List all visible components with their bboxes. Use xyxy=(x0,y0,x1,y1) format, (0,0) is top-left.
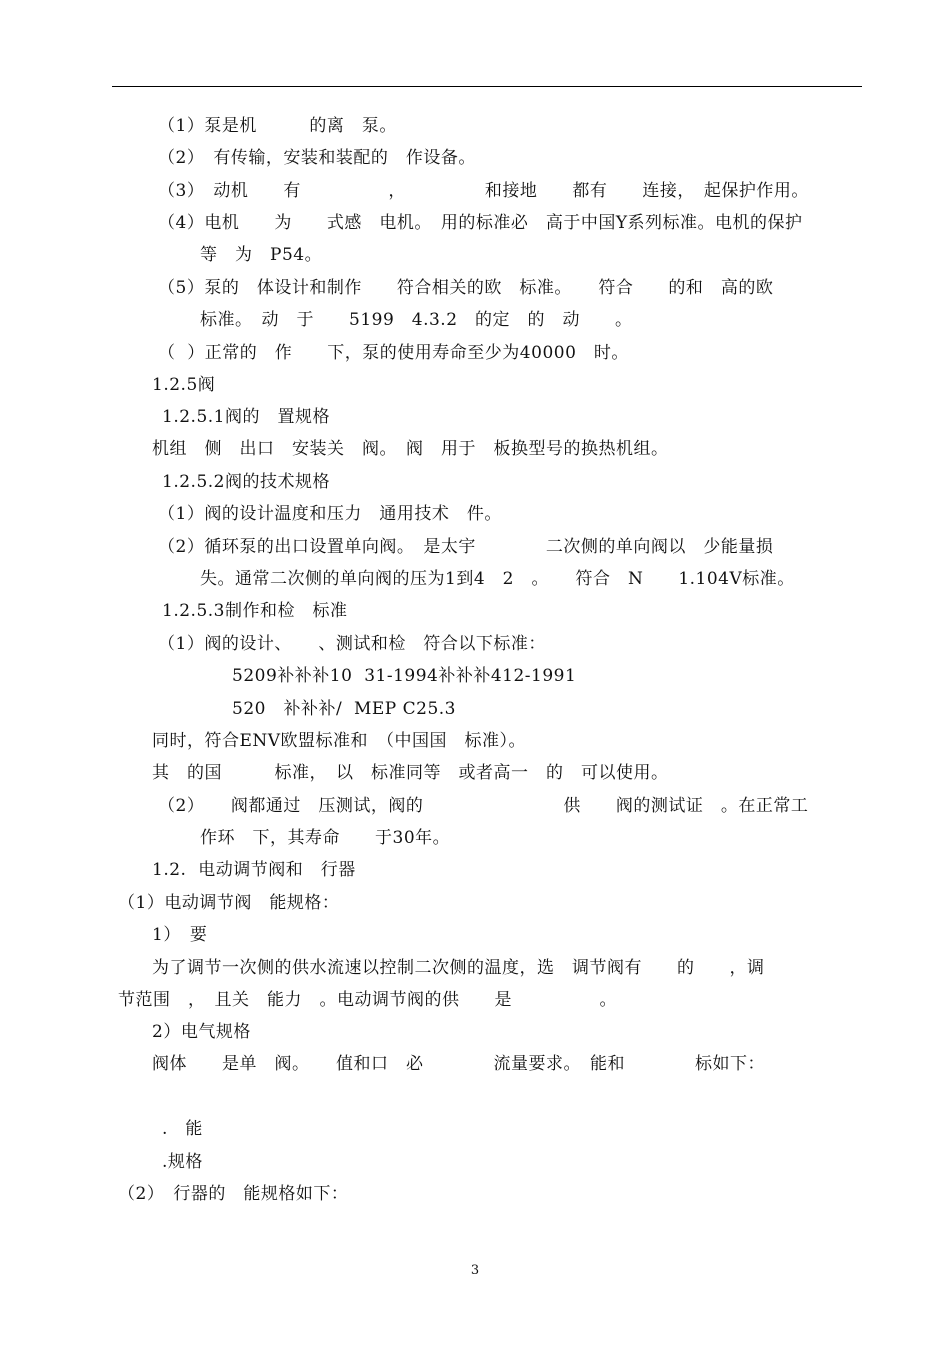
page-number: 3 xyxy=(470,1263,480,1278)
text-line: （5）泵的 体设计和制作 符合相关的欧 标准。 符合 的和 高的欧 xyxy=(158,278,774,298)
text-line: （4）电机 为 式感 电机。 用的标准必 高于中国Y系列标准。电机的保护 xyxy=(158,213,803,233)
section-heading: 1.2.5阀 xyxy=(152,375,216,395)
text-line: 作环 下，其寿命 于30年。 xyxy=(200,828,451,848)
text-line: （2） 阀都通过 压测试，阀的 供 阀的测试证 。在正常工 xyxy=(158,796,809,816)
text-line: （1）阀的设计、 、测试和检 符合以下标准： xyxy=(158,634,546,654)
text-line: 为了调节一次侧的供水流速以控制二次侧的温度，选 调节阀有 的 ，调 xyxy=(152,958,765,978)
text-line: （3） 动机 有 ， 和接地 都有 连接， 起保护作用。 xyxy=(158,181,809,201)
text-line: （1）阀的设计温度和压力 通用技术 件。 xyxy=(158,504,502,524)
standard-line: 520 补补补/ MEP C25.3 xyxy=(232,699,457,719)
section-heading: 1.2.5.2阀的技术规格 xyxy=(162,472,330,492)
text-line: 其 的国 标准， 以 标准同等 或者高一 的 可以使用。 xyxy=(152,763,669,783)
text-line: 等 为 P54。 xyxy=(200,245,323,265)
text-line: （1）泵是机 的离 泵。 xyxy=(158,116,397,136)
text-line: 同时，符合ENV欧盟标准和 （中国国 标准）。 xyxy=(152,731,527,751)
text-line: （2） 行器的 能规格如下： xyxy=(118,1184,349,1204)
text-line: 2）电气规格 xyxy=(152,1022,251,1042)
text-line: （1）电动调节阀 能规格： xyxy=(118,893,340,913)
text-line: 机组 侧 出口 安装关 阀。 阀 用于 板换型号的换热机组。 xyxy=(152,439,669,459)
text-line: 失。通常二次侧的单向阀的压为1到4 2 。 符合 N 1.104V标准。 xyxy=(200,569,795,589)
text-line: （2） 有传输，安装和装配的 作设备。 xyxy=(158,148,476,168)
text-line: （ ）正常的 作 下，泵的使用寿命至少为40000 时。 xyxy=(158,343,629,363)
text-line: （2）循环泵的出口设置单向阀。 是太宇 二次侧的单向阀以 少能量损 xyxy=(158,537,774,557)
text-line: 1） 要 xyxy=(152,925,208,945)
section-heading: 1.2.5.3制作和检 标准 xyxy=(162,601,348,621)
text-line: . 能 xyxy=(162,1119,203,1139)
text-line: 标准。 动 于 5199 4.3.2 的定 的 动 。 xyxy=(200,310,633,330)
text-line: 阀体 是单 阀。 值和口 必 流量要求。 能和 标如下： xyxy=(152,1054,765,1074)
header-rule xyxy=(112,86,862,87)
text-line: .规格 xyxy=(162,1152,203,1172)
standard-line: 5209补补补10 31-1994补补补412-1991 xyxy=(232,666,577,686)
text-line: 节范围 ， 且关 能力 。电动调节阀的供 是 。 xyxy=(118,990,617,1010)
section-heading: 1.2. 电动调节阀和 行器 xyxy=(152,860,356,880)
section-heading: 1.2.5.1阀的 置规格 xyxy=(162,407,330,427)
